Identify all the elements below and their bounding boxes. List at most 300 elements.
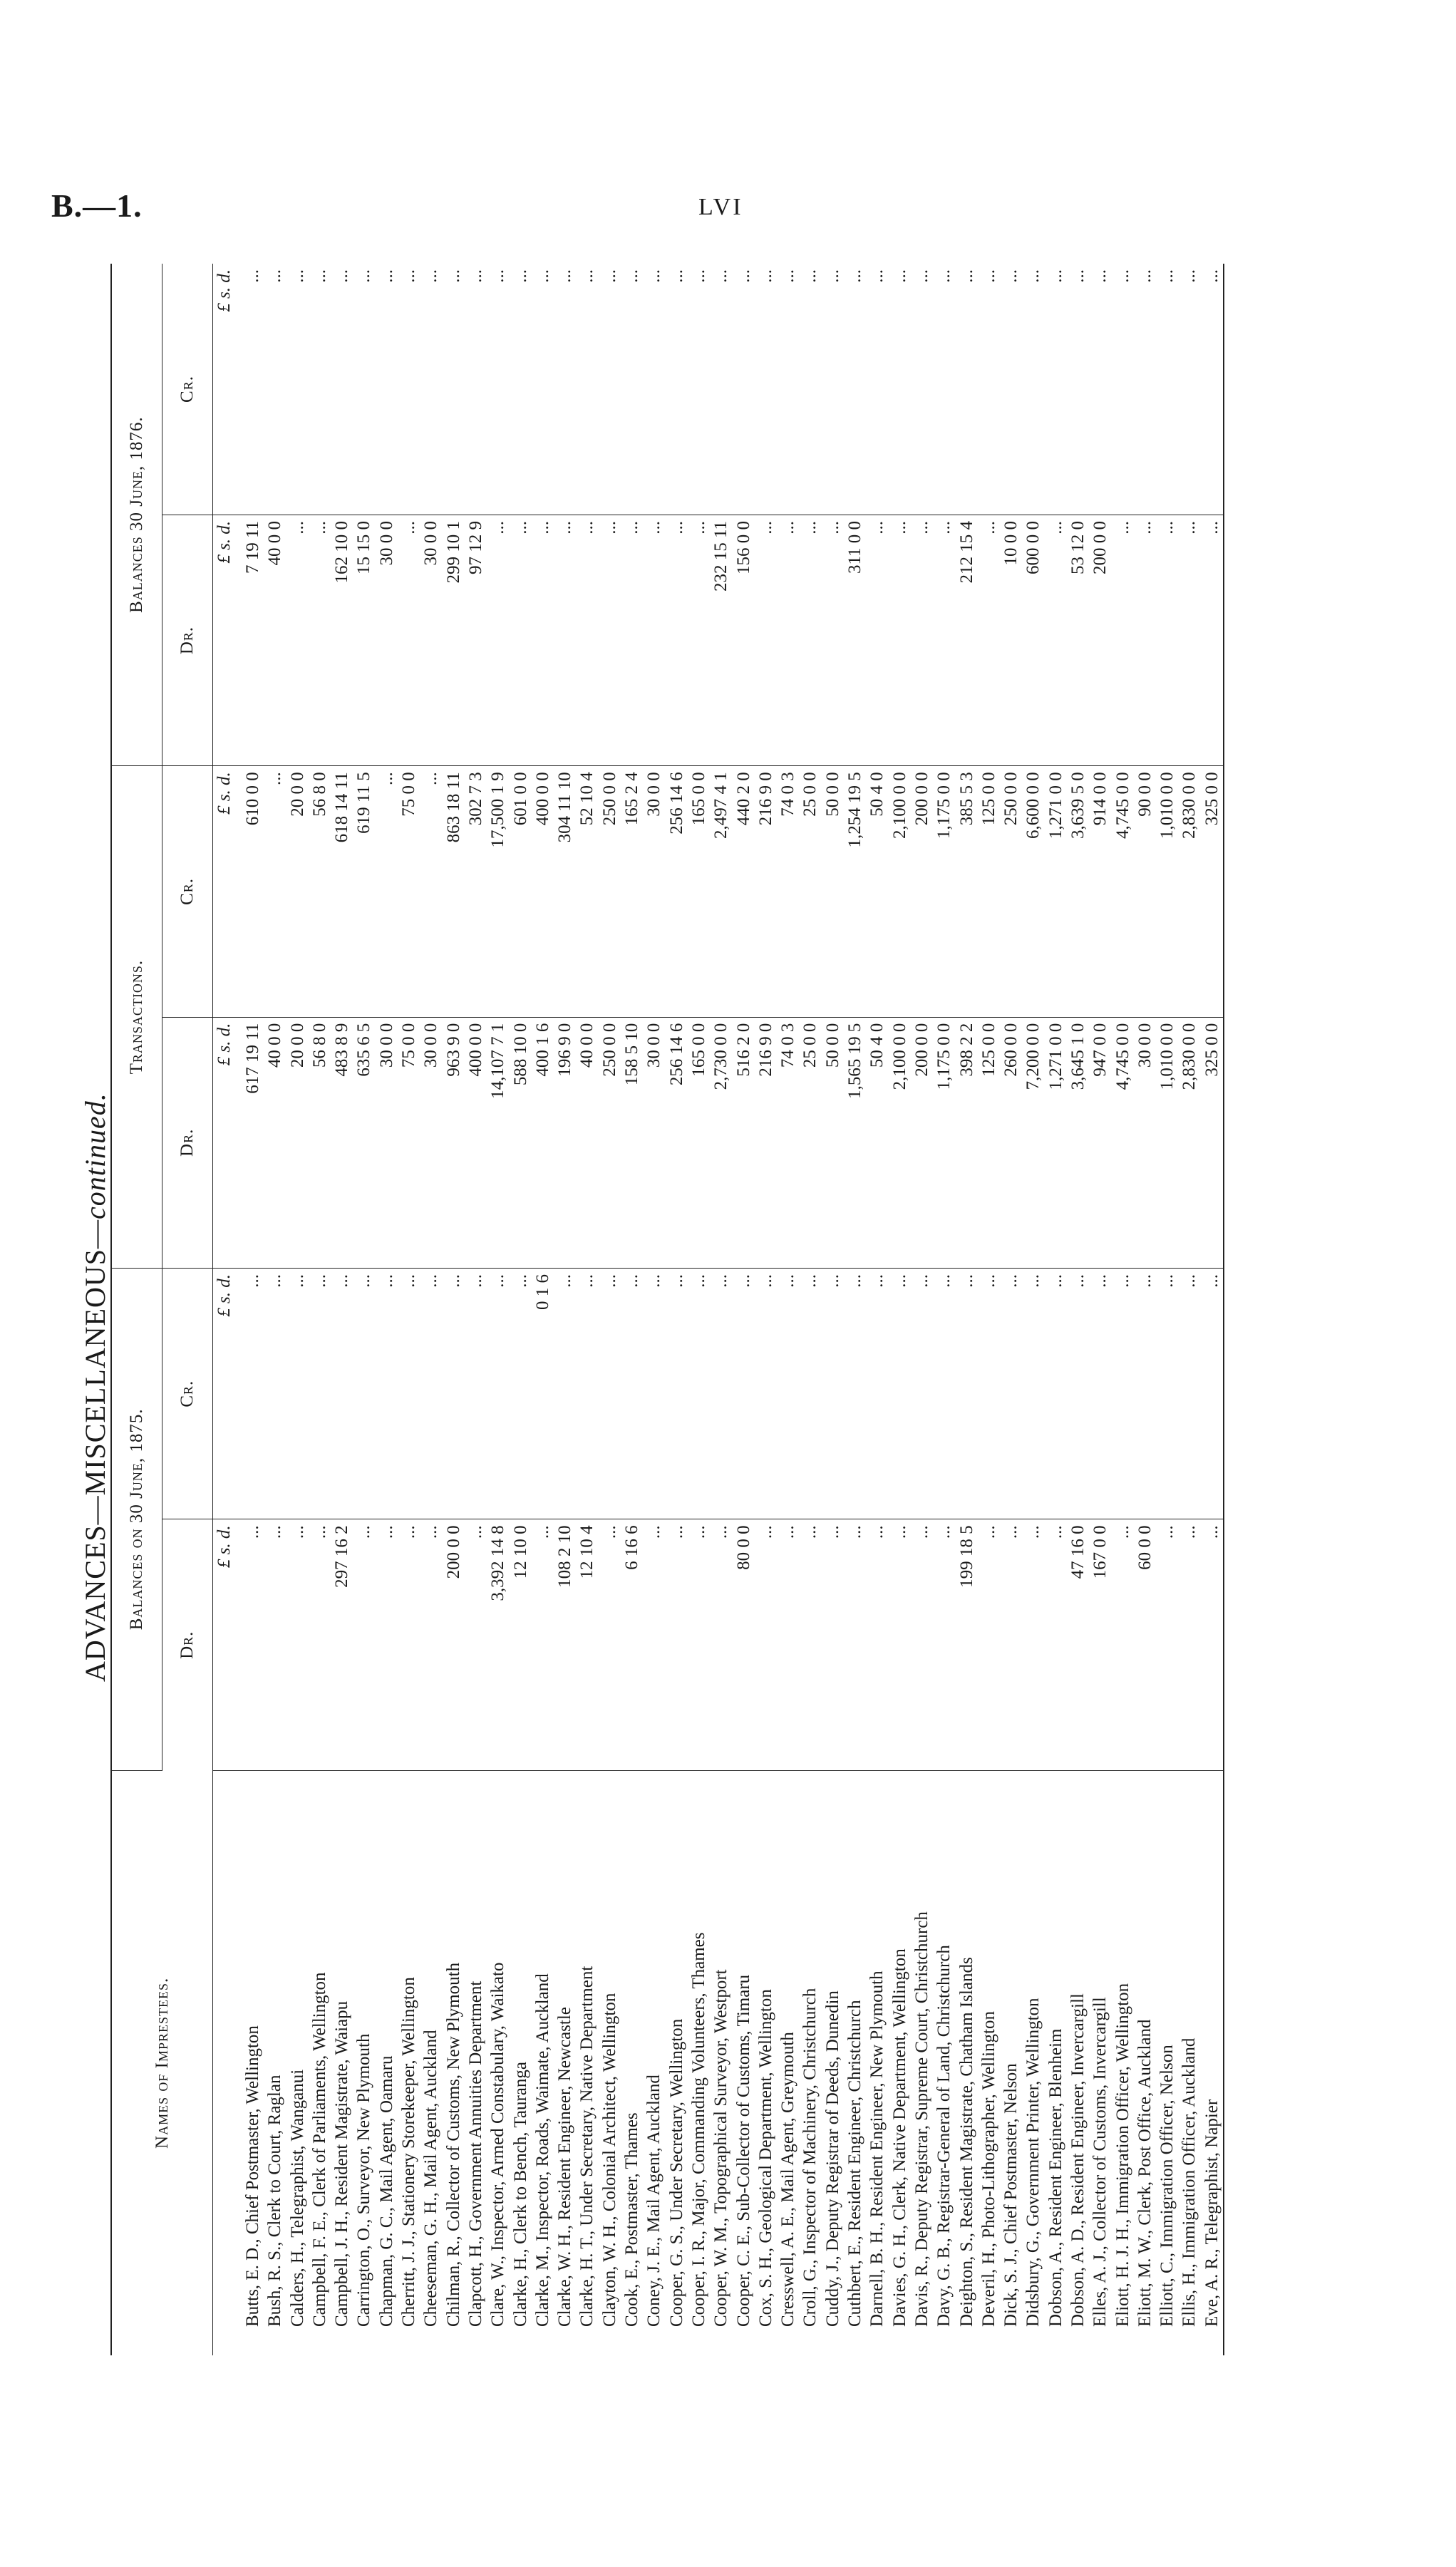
table-row	[487, 264, 509, 2355]
trans-dr: 250 0 0	[599, 1017, 621, 1268]
bal-1875-cr: ...	[443, 1268, 465, 1519]
bal-1875-dr: ...	[978, 1519, 1000, 1770]
bal-1875-cr: ...	[643, 1268, 665, 1519]
transactions-header: Transactions.	[111, 766, 162, 1269]
bal-1876-dr: ...	[799, 515, 821, 765]
trans-dr: 25 0 0	[799, 1017, 821, 1268]
bal-1875-dr: ...	[1178, 1519, 1200, 1770]
trans-cr: ...	[376, 766, 398, 1017]
bal-1875-cr: ...	[242, 1268, 264, 1519]
imprestee-name: Campbell, J. H., Resident Magistrate, Waiapu	[332, 2000, 352, 2327]
imprestee-name: Elles, A. J., Collector of Customs, Invercargill	[1090, 1997, 1110, 2327]
bal-1876-dr: ...	[398, 515, 420, 765]
bal-1875-cr: ...	[666, 1268, 688, 1519]
bal-1876-cr: ...	[554, 264, 576, 515]
bal-1876-cr: ...	[353, 264, 375, 515]
bal-1875-dr: ...	[264, 1519, 286, 1770]
trans-dr: 4,745 0 0	[1112, 1017, 1134, 1268]
imprestee-name: Croll, G., Inspector of Machinery, Christchurch	[800, 1988, 820, 2327]
bal-1876-cr: ...	[264, 264, 286, 515]
bal-1876-dr: ...	[978, 515, 1000, 765]
trans-cr: 2,497 4 1	[710, 766, 732, 1017]
trans-cr: 200 0 0	[911, 766, 933, 1017]
trans-cr: 1,271 0 0	[1045, 766, 1067, 1017]
bal-1875-dr: ...	[643, 1519, 665, 1770]
bal-1876-dr: ...	[889, 515, 911, 765]
table-row	[576, 264, 598, 2355]
bal-1875-dr: ...	[866, 1519, 888, 1770]
bal-1876-dr: ...	[755, 515, 777, 765]
table-row	[822, 264, 844, 2355]
trans-dr: 635 6 5	[353, 1017, 375, 1268]
trans-dr: 1,271 0 0	[1045, 1017, 1067, 1268]
units-label: £ s. d.	[213, 1017, 242, 1268]
trans-dr: 516 2 0	[733, 1017, 755, 1268]
bal-1875-cr: 0 1 6	[532, 1268, 554, 1519]
imprestee-name: Eliott, H. J. H., Immigration Officer, Wellington	[1112, 1983, 1132, 2327]
trans-dr: 1,565 19 5	[844, 1017, 866, 1268]
table-row	[666, 264, 688, 2355]
imprestee-name: Clarke, W. H., Resident Engineer, Newcastle	[555, 2007, 575, 2327]
bal-1875-dr-header: Dr.	[162, 1519, 213, 1770]
bal-1875-cr: ...	[353, 1268, 375, 1519]
trans-cr: 20 0 0	[286, 766, 309, 1017]
table-row	[1089, 264, 1111, 2355]
imprestee-name: Dobson, A., Resident Engineer, Blenheim	[1045, 2028, 1065, 2327]
bal-1875-dr: ...	[822, 1519, 844, 1770]
trans-cr: 440 2 0	[733, 766, 755, 1017]
imprestee-name: Cooper, C. E., Sub-Collector of Customs, Timaru	[733, 1974, 753, 2327]
imprestee-name: Ellis, H., Immigration Officer, Auckland	[1179, 2037, 1199, 2327]
imprestee-name: Clarke, H. T., Under Secretary, Native Department	[577, 1966, 597, 2327]
table-row	[1178, 264, 1200, 2355]
bal-1875-dr: ...	[1045, 1519, 1067, 1770]
bal-1875-cr: ...	[755, 1268, 777, 1519]
bal-1875-cr: ...	[576, 1268, 598, 1519]
bal-1875-cr: ...	[1134, 1268, 1156, 1519]
trans-cr: 914 0 0	[1089, 766, 1111, 1017]
bal-1875-dr: ...	[242, 1519, 264, 1770]
bal-1876-dr: 7 19 11	[242, 515, 264, 765]
bal-1876-dr: ...	[309, 515, 331, 765]
table-row	[1201, 264, 1224, 2355]
bal-1876-dr: 30 0 0	[376, 515, 398, 765]
table-row	[554, 264, 576, 2355]
bal-1875-cr: ...	[1156, 1268, 1178, 1519]
trans-cr: 601 0 0	[510, 766, 532, 1017]
imprestee-name: Coney, J. E., Mail Agent, Auckland	[644, 2075, 664, 2327]
bal-1876-dr: ...	[1178, 515, 1200, 765]
bal-1875-dr: ...	[599, 1519, 621, 1770]
bal-1876-cr: ...	[911, 264, 933, 515]
trans-cr: 74 0 3	[777, 766, 799, 1017]
bal-1875-cr: ...	[309, 1268, 331, 1519]
bal-1876-cr: ...	[933, 264, 955, 515]
bal-1876-cr: ...	[1022, 264, 1044, 515]
bal-1875-cr: ...	[1067, 1268, 1089, 1519]
trans-dr: 963 9 0	[443, 1017, 465, 1268]
bal-1875-dr: 60 0 0	[1134, 1519, 1156, 1770]
table-row	[889, 264, 911, 2355]
trans-cr: 90 0 0	[1134, 766, 1156, 1017]
bal-1876-cr: ...	[1201, 264, 1224, 515]
table-row	[978, 264, 1000, 2355]
trans-dr: 30 0 0	[376, 1017, 398, 1268]
trans-dr: 30 0 0	[643, 1017, 665, 1268]
bal-1876-dr: 15 15 0	[353, 515, 375, 765]
bal-1876-dr: ...	[1201, 515, 1224, 765]
bal-1875-header: Balances on 30 June, 1875.	[111, 1268, 162, 1770]
bal-1876-dr: ...	[554, 515, 576, 765]
bal-1876-dr: 40 0 0	[264, 515, 286, 765]
trans-cr: 6,600 0 0	[1022, 766, 1044, 1017]
units-row	[213, 264, 242, 2355]
page-title	[78, 1093, 112, 1682]
trans-dr: 30 0 0	[420, 1017, 442, 1268]
bal-1875-dr: ...	[777, 1519, 799, 1770]
bal-1876-header: Balances 30 June, 1876.	[111, 264, 162, 766]
table-row	[353, 264, 375, 2355]
table-row	[331, 264, 353, 2355]
trans-cr: 304 11 10	[554, 766, 576, 1017]
imprestee-name: Clarke, H., Clerk to Bench, Tauranga	[510, 2062, 530, 2327]
imprestee-name: Davy, G. B., Registrar-General of Land, Christchurch	[934, 1945, 954, 2327]
trans-dr: 30 0 0	[1134, 1017, 1156, 1268]
imprestee-name: Calders, H., Telegraphist, Wanganui	[287, 2069, 307, 2327]
bal-1876-dr-header: Dr.	[162, 515, 213, 765]
bal-1876-cr: ...	[443, 264, 465, 515]
bal-1875-dr: ...	[420, 1519, 442, 1770]
imprestee-name: Deveril, H., Photo-Lithographer, Wellington	[979, 2011, 998, 2327]
bal-1875-dr: 12 10 0	[510, 1519, 532, 1770]
bal-1875-dr: 12 10 4	[576, 1519, 598, 1770]
bal-1876-dr: 299 10 1	[443, 515, 465, 765]
bal-1876-cr: ...	[309, 264, 331, 515]
trans-dr-header: Dr.	[162, 1017, 213, 1268]
bal-1876-dr: ...	[643, 515, 665, 765]
table-row	[777, 264, 799, 2355]
table-row	[733, 264, 755, 2355]
bal-1876-dr: ...	[688, 515, 710, 765]
trans-cr: 618 14 11	[331, 766, 353, 1017]
trans-dr: 588 10 0	[510, 1017, 532, 1268]
table-row	[866, 264, 888, 2355]
trans-cr: ...	[420, 766, 442, 1017]
imprestee-name: Clapcott, H., Government Annuities Department	[465, 1980, 485, 2327]
bal-1875-dr: 200 0 0	[443, 1519, 465, 1770]
bal-1876-cr: ...	[1112, 264, 1134, 515]
bal-1876-dr: ...	[666, 515, 688, 765]
bal-1875-dr: ...	[1201, 1519, 1224, 1770]
imprestee-name: Cherritt, J. J., Stationery Storekeeper, Wellington	[399, 1977, 419, 2327]
trans-dr: 2,100 0 0	[889, 1017, 911, 1268]
table-row	[242, 264, 264, 2355]
trans-cr: 385 5 3	[956, 766, 978, 1017]
imprestee-name: Cooper, G. S., Under Secretary, Wellington	[666, 2018, 686, 2327]
bal-1875-cr: ...	[420, 1268, 442, 1519]
imprestee-name: Cuddy, J., Deputy Registrar of Deeds, Dunedin	[822, 1990, 842, 2327]
trans-dr: 7,200 0 0	[1022, 1017, 1044, 1268]
bal-1875-dr: 108 2 10	[554, 1519, 576, 1770]
bal-1876-dr: 311 0 0	[844, 515, 866, 765]
trans-dr: 2,730 0 0	[710, 1017, 732, 1268]
bal-1876-cr: ...	[1089, 264, 1111, 515]
bal-1876-cr: ...	[599, 264, 621, 515]
imprestee-name: Cheeseman, G. H., Mail Agent, Auckland	[421, 2030, 441, 2327]
table-row	[443, 264, 465, 2355]
bal-1875-cr: ...	[1201, 1268, 1224, 1519]
bal-1876-cr: ...	[866, 264, 888, 515]
table-row	[643, 264, 665, 2355]
table-row	[420, 264, 442, 2355]
table-row	[1112, 264, 1134, 2355]
title-sub: continued.	[79, 1093, 111, 1220]
units-label: £ s. d.	[213, 1268, 242, 1519]
table-row	[688, 264, 710, 2355]
bal-1875-dr: ...	[1156, 1519, 1178, 1770]
trans-cr-header: Cr.	[162, 766, 213, 1017]
bal-1876-dr: ...	[510, 515, 532, 765]
imprestee-name: Cook, E., Postmaster, Thames	[622, 2112, 642, 2327]
bal-1876-dr: 156 0 0	[733, 515, 755, 765]
trans-cr: 325 0 0	[1201, 766, 1224, 1017]
bal-1876-cr: ...	[420, 264, 442, 515]
bal-1875-cr: ...	[554, 1268, 576, 1519]
trans-dr: 165 0 0	[688, 1017, 710, 1268]
trans-cr: 250 0 0	[1000, 766, 1022, 1017]
table-row	[844, 264, 866, 2355]
bal-1875-dr: ...	[398, 1519, 420, 1770]
bal-1876-cr: ...	[1045, 264, 1067, 515]
page-number: LVI	[698, 194, 743, 220]
trans-cr: 25 0 0	[799, 766, 821, 1017]
bal-1875-dr: ...	[844, 1519, 866, 1770]
bal-1875-cr: ...	[398, 1268, 420, 1519]
bal-1875-dr: ...	[353, 1519, 375, 1770]
imprestee-name: Cooper, I. R., Major, Commanding Volunteers, Thames	[688, 1932, 708, 2327]
trans-dr: 14,107 7 1	[487, 1017, 509, 1268]
bal-1875-dr: ...	[465, 1519, 487, 1770]
bal-1876-cr: ...	[576, 264, 598, 515]
bal-1875-cr: ...	[844, 1268, 866, 1519]
bal-1875-cr: ...	[777, 1268, 799, 1519]
bal-1876-cr-header: Cr.	[162, 264, 213, 515]
bal-1876-dr: ...	[911, 515, 933, 765]
table-row	[956, 264, 978, 2355]
bal-1875-dr: ...	[309, 1519, 331, 1770]
bal-1875-cr: ...	[1112, 1268, 1134, 1519]
trans-cr: 256 14 6	[666, 766, 688, 1017]
trans-dr: 398 2 2	[956, 1017, 978, 1268]
imprestee-name: Campbell, F. E., Clerk of Parliaments, Wellington	[309, 1972, 329, 2327]
trans-dr: 200 0 0	[911, 1017, 933, 1268]
table-row	[621, 264, 643, 2355]
table-row	[398, 264, 420, 2355]
bal-1875-cr: ...	[1089, 1268, 1111, 1519]
trans-cr: 50 4 0	[866, 766, 888, 1017]
trans-cr: 2,100 0 0	[889, 766, 911, 1017]
imprestee-name: Eve, A. R., Telegraphist, Napier	[1202, 2099, 1222, 2327]
bal-1875-cr: ...	[487, 1268, 509, 1519]
trans-dr: 125 0 0	[978, 1017, 1000, 1268]
trans-cr: 3,639 5 0	[1067, 766, 1089, 1017]
bal-1875-cr: ...	[286, 1268, 309, 1519]
bal-1876-cr: ...	[710, 264, 732, 515]
trans-cr: 50 0 0	[822, 766, 844, 1017]
trans-dr: 50 4 0	[866, 1017, 888, 1268]
bal-1875-cr: ...	[889, 1268, 911, 1519]
bal-1876-dr: 232 15 11	[710, 515, 732, 765]
bal-1876-dr: 200 0 0	[1089, 515, 1111, 765]
page-id: B.—1.	[51, 187, 143, 224]
table-row	[376, 264, 398, 2355]
bal-1875-dr: 80 0 0	[733, 1519, 755, 1770]
bal-1876-cr: ...	[643, 264, 665, 515]
bal-1875-cr: ...	[376, 1268, 398, 1519]
bal-1875-dr: 199 18 5	[956, 1519, 978, 1770]
bal-1876-dr: ...	[532, 515, 554, 765]
bal-1876-dr: 212 15 4	[956, 515, 978, 765]
bal-1876-dr: 600 0 0	[1022, 515, 1044, 765]
bal-1875-cr: ...	[331, 1268, 353, 1519]
table-row	[465, 264, 487, 2355]
imprestee-name: Chilman, R., Collector of Customs, New Plymouth	[443, 1962, 463, 2327]
bal-1876-cr: ...	[889, 264, 911, 515]
bal-1875-cr: ...	[465, 1268, 487, 1519]
imprestee-name: Davies, G. H., Clerk, Native Department, Wellington	[889, 1948, 909, 2327]
units-label: £ s. d.	[213, 1519, 242, 1770]
trans-cr: 1,254 19 5	[844, 766, 866, 1017]
table-row	[264, 264, 286, 2355]
bal-1875-cr: ...	[688, 1268, 710, 1519]
bal-1876-dr: 97 12 9	[465, 515, 487, 765]
bal-1875-cr: ...	[822, 1268, 844, 1519]
table-row	[599, 264, 621, 2355]
trans-dr: 40 0 0	[264, 1017, 286, 1268]
trans-cr: 165 0 0	[688, 766, 710, 1017]
trans-cr: 4,745 0 0	[1112, 766, 1134, 1017]
bal-1875-dr: 167 0 0	[1089, 1519, 1111, 1770]
trans-cr: 75 0 0	[398, 766, 420, 1017]
bal-1876-cr: ...	[956, 264, 978, 515]
bal-1875-dr: 297 16 2	[331, 1519, 353, 1770]
trans-dr: 1,175 0 0	[933, 1017, 955, 1268]
trans-cr: 17,500 1 9	[487, 766, 509, 1017]
bal-1875-dr: 3,392 14 8	[487, 1519, 509, 1770]
trans-cr: 619 11 5	[353, 766, 375, 1017]
imprestee-name: Deighton, S., Resident Magistrate, Chatham Islands	[956, 1957, 976, 2327]
trans-cr: 30 0 0	[643, 766, 665, 1017]
bal-1875-cr: ...	[956, 1268, 978, 1519]
trans-dr: 50 0 0	[822, 1017, 844, 1268]
bal-1876-cr: ...	[688, 264, 710, 515]
bal-1876-cr: ...	[376, 264, 398, 515]
bal-1875-dr: ...	[1022, 1519, 1044, 1770]
table-body	[213, 264, 1224, 2355]
table-row	[309, 264, 331, 2355]
imprestee-name: Davis, R., Deputy Registrar, Supreme Court, Christchurch	[912, 1911, 931, 2327]
bal-1876-dr: ...	[777, 515, 799, 765]
bal-1875-dr: ...	[889, 1519, 911, 1770]
imprestee-name: Eliott, M. W., Clerk, Post Office, Auckland	[1135, 2019, 1155, 2327]
bal-1876-dr: ...	[487, 515, 509, 765]
trans-cr: 400 0 0	[532, 766, 554, 1017]
bal-1875-dr: ...	[933, 1519, 955, 1770]
bal-1875-cr: ...	[1022, 1268, 1044, 1519]
names-column-header: Names of Imprestees.	[111, 1770, 213, 2355]
trans-cr: 52 10 4	[576, 766, 598, 1017]
bal-1875-cr: ...	[264, 1268, 286, 1519]
trans-cr: 302 7 3	[465, 766, 487, 1017]
bal-1875-dr: ...	[1000, 1519, 1022, 1770]
trans-cr: 125 0 0	[978, 766, 1000, 1017]
trans-dr: 2,830 0 0	[1178, 1017, 1200, 1268]
bal-1875-dr: ...	[376, 1519, 398, 1770]
trans-dr: 75 0 0	[398, 1017, 420, 1268]
bal-1876-dr: ...	[822, 515, 844, 765]
bal-1876-dr: ...	[1134, 515, 1156, 765]
advances-table	[110, 264, 1224, 2355]
trans-cr: 2,830 0 0	[1178, 766, 1200, 1017]
bal-1876-cr: ...	[777, 264, 799, 515]
table-row	[1067, 264, 1089, 2355]
trans-dr: 56 8 0	[309, 1017, 331, 1268]
units-label: £ s. d.	[213, 264, 242, 515]
bal-1876-cr: ...	[733, 264, 755, 515]
bal-1876-cr: ...	[621, 264, 643, 515]
bal-1876-dr: 10 0 0	[1000, 515, 1022, 765]
bal-1876-cr: ...	[822, 264, 844, 515]
trans-dr: 256 14 6	[666, 1017, 688, 1268]
trans-dr: 40 0 0	[576, 1017, 598, 1268]
imprestee-name: Carrington, O., Surveyor, New Plymouth	[354, 2033, 374, 2327]
bal-1875-dr: ...	[799, 1519, 821, 1770]
bal-1875-cr: ...	[510, 1268, 532, 1519]
trans-dr: 400 1 6	[532, 1017, 554, 1268]
bal-1876-cr: ...	[978, 264, 1000, 515]
trans-dr: 158 5 10	[621, 1017, 643, 1268]
imprestee-name: Clare, W., Inspector, Armed Constabulary, Waikato	[488, 1962, 508, 2327]
imprestee-name: Elliott, C., Immigration Officer, Nelson	[1157, 2045, 1177, 2327]
bal-1875-dr: ...	[688, 1519, 710, 1770]
bal-1875-cr: ...	[911, 1268, 933, 1519]
bal-1875-dr: ...	[755, 1519, 777, 1770]
trans-dr: 3,645 1 0	[1067, 1017, 1089, 1268]
table-row	[911, 264, 933, 2355]
imprestee-name: Clayton, W. H., Colonial Architect, Wellington	[599, 1993, 619, 2327]
bal-1875-dr: ...	[911, 1519, 933, 1770]
imprestee-name: Cuthbert, E., Resident Engineer, Christchurch	[845, 2000, 865, 2327]
bal-1876-cr: ...	[398, 264, 420, 515]
trans-dr: 260 0 0	[1000, 1017, 1022, 1268]
trans-cr: ...	[264, 766, 286, 1017]
bal-1876-dr: 162 10 0	[331, 515, 353, 765]
table-row	[1156, 264, 1178, 2355]
trans-dr: 400 0 0	[465, 1017, 487, 1268]
bal-1876-cr: ...	[844, 264, 866, 515]
bal-1876-cr: ...	[331, 264, 353, 515]
trans-cr: 1,175 0 0	[933, 766, 955, 1017]
bal-1876-cr: ...	[1178, 264, 1200, 515]
trans-dr: 617 19 11	[242, 1017, 264, 1268]
bal-1875-dr: ...	[1112, 1519, 1134, 1770]
bal-1876-cr: ...	[1156, 264, 1178, 515]
bal-1876-cr: ...	[532, 264, 554, 515]
table-row	[933, 264, 955, 2355]
bal-1876-dr: ...	[933, 515, 955, 765]
table-row	[510, 264, 532, 2355]
bal-1875-cr: ...	[933, 1268, 955, 1519]
